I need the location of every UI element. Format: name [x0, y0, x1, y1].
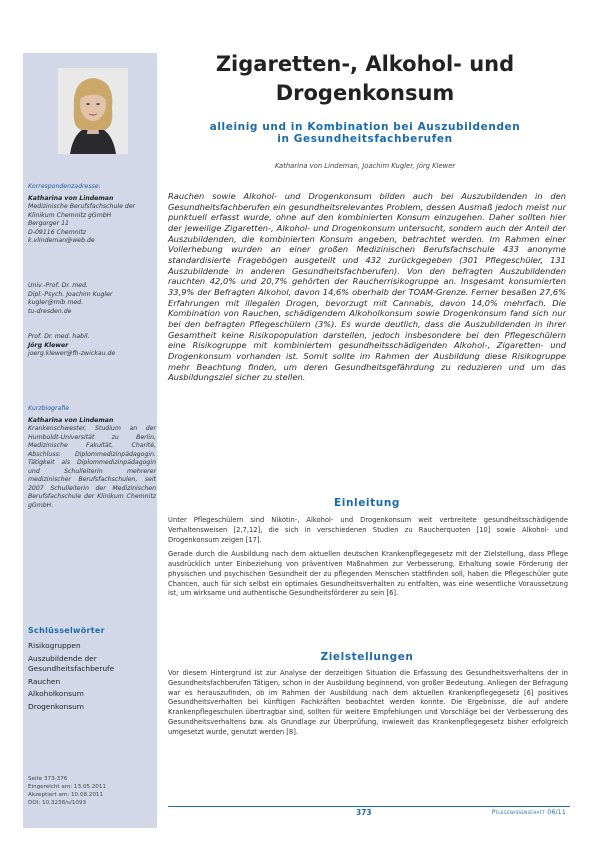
- footer-rule: [168, 806, 570, 807]
- paragraph: Gerade durch die Ausbildung nach dem aktuellen deutschen Krankenpflegegesetz mit der Zielstellung, dass Pflege ausdrücklich unter Einbeziehung von präventiven Maßnahmen zur Verbesserung, Erhaltung sowie Förderung der physischen und psychischen Gesundheit der zu pflegenden Menschen stattfinden soll, haben die Pflegeschüler gute Chancen, auch für sich selbst ein optimales Gesundheitsverhalten zu entfalten, was eine wesentliche Voraussetzung ist, um wirksame und authentische Gesundheitsförderer zu sein [6].: [168, 550, 568, 598]
- section-body-einleitung: [168, 516, 568, 604]
- bio-block: [28, 405, 156, 511]
- keyword-item: Risikogruppen: [28, 641, 81, 650]
- author-photo: [58, 68, 128, 154]
- coauthor2-email[interactable]: joerg.klewer@fh-zwickau.de: [28, 350, 116, 358]
- abstract: Rauchen sowie Alkohol- und Drogenkonsum bilden auch bei Auszubildenden in den Gesundheitsfachberufen ein gesundheitsrelevantes Problem, dessen Ausmaß jedoch meist nur punktuell erfasst wurde, ohne auf den kombinierten Konsum einzugehen. Daher sollten hier der jeweilige Zigaretten-, Alkohol- und Drogenkonsum untersucht, sondern auch der Anteil der Auszubildenden, die kombinierten Konsum angeben, betrachtet werden. Im Rahmen einer Vollerhebung wurden an einer großen Medizinischen Berufsfachschule 433 anonyme standardisierte Fragebögen ausgeteilt und 432 zurückgegeben (301 Pflegeschüler, 131 Auszubildende in anderen Gesundheitsfachberufen). Von den befragten Auszubildenden rauchten 42,0% und 20,7% gehörten der Raucherrisikogruppe an. Insgesamt konsumierten 33,9% der Befragten Alkohol, davon 14,6% oberhalb der TOAM-Grenze. Ferner besaßen 27,6% Erfahrungen mit illegalen Drogen, bevorzugt mit Cannabis, davon 14,0% mehrfach. Die Kombination von Rauchen, schädigendem Alkoholkonsum sowie Drogenkonsum fand sich nur bei den befragten Pflegeschülern (3%). Es wurde deutlich, dass die Auszubildenden in ihrer Gesamtheit keine Risikopopulation darstellen, jedoch insbesondere bei den Pflegeschülern eine Risikogruppe mit kombiniertem gesundheitsschädigenden Alkohol-, Zigaretten- und Drogenkonsum vorhanden ist. Somit sollte im Rahmen der Ausbildung diese Risikogruppe mehr Beachtung finden, um deren Gesundheitsgefährdung zu reduzieren und um das Ausbildungsziel sicher zu stellen.: [168, 191, 566, 383]
- section-body-zielstellungen: [168, 669, 568, 742]
- paragraph: Unter Pflegeschülern sind Nikotin-, Alkohol- und Drogenkonsum weit verbreitete gesundheitsschädigende Verhaltensweisen [2,7,12], die sich in verschiedenen Studien zu Raucherquoten [10] sowie Alkohol- und Drogenkonsum zeigen [17].: [168, 516, 568, 544]
- coauthor1-email-2[interactable]: tu-dresden.de: [28, 307, 72, 315]
- subtitle-line-2: in Gesundheitsfachberufen: [277, 133, 453, 146]
- correspondence-email[interactable]: k.vlindeman@web.de: [28, 237, 95, 245]
- correspondence-city: D-09116 Chemnitz: [28, 228, 87, 236]
- keyword-item: Drogenkonsum: [28, 701, 84, 711]
- bio-heading: Kurzbiografie: [28, 405, 70, 412]
- bio-text: Krankenschwester, Studium an der Humboldt-Universität zu Berlin, Medizinische Fakultät, Charité, Abschluss: Diplommedizinpädagogin. Tätigkeit als Diplommedizinpädagogin und Schulleiterin mehrerer medizinischer Berufsfachschulen, seit 2007 Schulleiterin der Medizinischen Berufsfachschule der Klinikum Chemnitz gGmbH.: [28, 425, 156, 510]
- section-heading-einleitung: Einleitung: [333, 497, 401, 509]
- journal-name: Pflegewissenschaft 06/11: [491, 809, 566, 816]
- author-line: Katharina von Lindeman, Joachim Kugler, Jörg Klewer: [274, 162, 456, 170]
- meta-doi[interactable]: DOI: 10.3238/s/1093: [28, 800, 87, 807]
- coauthor-block-1: [28, 282, 156, 316]
- section-heading-zielstellungen: Zielstellungen: [320, 651, 414, 663]
- meta-pages: Seite 373-376: [28, 776, 68, 782]
- meta-accepted: Akzeptiert am: 10.08.2011: [28, 792, 104, 799]
- correspondence-institution: Medizinische Berufsfachschule der Klinikum Chemnitz gGmbH: [28, 203, 136, 219]
- correspondence-block: [28, 183, 156, 246]
- keywords-heading: Schlüsselwörter: [28, 626, 105, 635]
- keyword-item: Rauchen: [28, 676, 61, 686]
- bio-name: Katharina von Lindeman: [28, 416, 114, 424]
- coauthor2-name: Jörg Klewer: [28, 341, 69, 349]
- page-number: 373: [356, 808, 372, 817]
- correspondence-street: Bergorger 11: [28, 220, 69, 228]
- article-title: [180, 50, 550, 109]
- paragraph: Vor diesem Hintergrund ist zur Analyse der derzeitigen Situation die Erfassung des Gesundheitsverhaltens der in Gesundheitsfachberufen Tätigen, schon in der Ausbildung beginnend, von großer Bedeutung. Anliegen der Befragung war es herauszufinden, ob im Rahmen der Ausbildung nach dem aktuellen Krankenpflegegesetz [6] positives Gesundheitsverhalten bei künftigen Fachkräften beobachtet werden konnte. Die Ergebnisse, die auf andere Krankenpflegeschulen übertragbar sind, sollten für weitere Empfehlungen und Vorschläge bei der Verbesserung des Gesundheitsverhaltens bzw. als Grundlage zur Überprüfung, inwieweit das Krankenpflegegesetz bisher erfolgreich umgesetzt wurde, genutzt werden [8].: [168, 669, 568, 736]
- meta-submitted: Eingereicht am: 13.05.2011: [28, 784, 106, 791]
- keywords-list: [28, 641, 156, 714]
- article-meta: [28, 775, 156, 807]
- keyword-item: Alkoholkonsum: [28, 689, 84, 699]
- coauthor2-title: Prof. Dr. med. habil.: [28, 333, 90, 340]
- correspondence-heading: Korrespondenzadresse:: [28, 183, 101, 190]
- coauthor1-name: Dipl.-Psych. Joachim Kugler: [28, 290, 113, 298]
- coauthor-block-2: [28, 333, 156, 359]
- portrait-image: [58, 68, 128, 154]
- subtitle-line-1: alleinig und in Kombination bei Auszubildenden: [209, 121, 521, 133]
- coauthor1-email-1[interactable]: kugler@mib med.: [28, 299, 84, 307]
- title-line-1: Zigaretten-, Alkohol- und: [215, 52, 515, 76]
- article-subtitle: [168, 121, 562, 146]
- correspondence-name: Katharina von Lindeman: [28, 194, 114, 202]
- keyword-item: Auszubildende der Gesundheitsfachberufe: [28, 653, 115, 674]
- coauthor1-title: Univ.-Prof. Dr. med.: [28, 282, 88, 289]
- title-line-2: Drogenkonsum: [275, 81, 455, 106]
